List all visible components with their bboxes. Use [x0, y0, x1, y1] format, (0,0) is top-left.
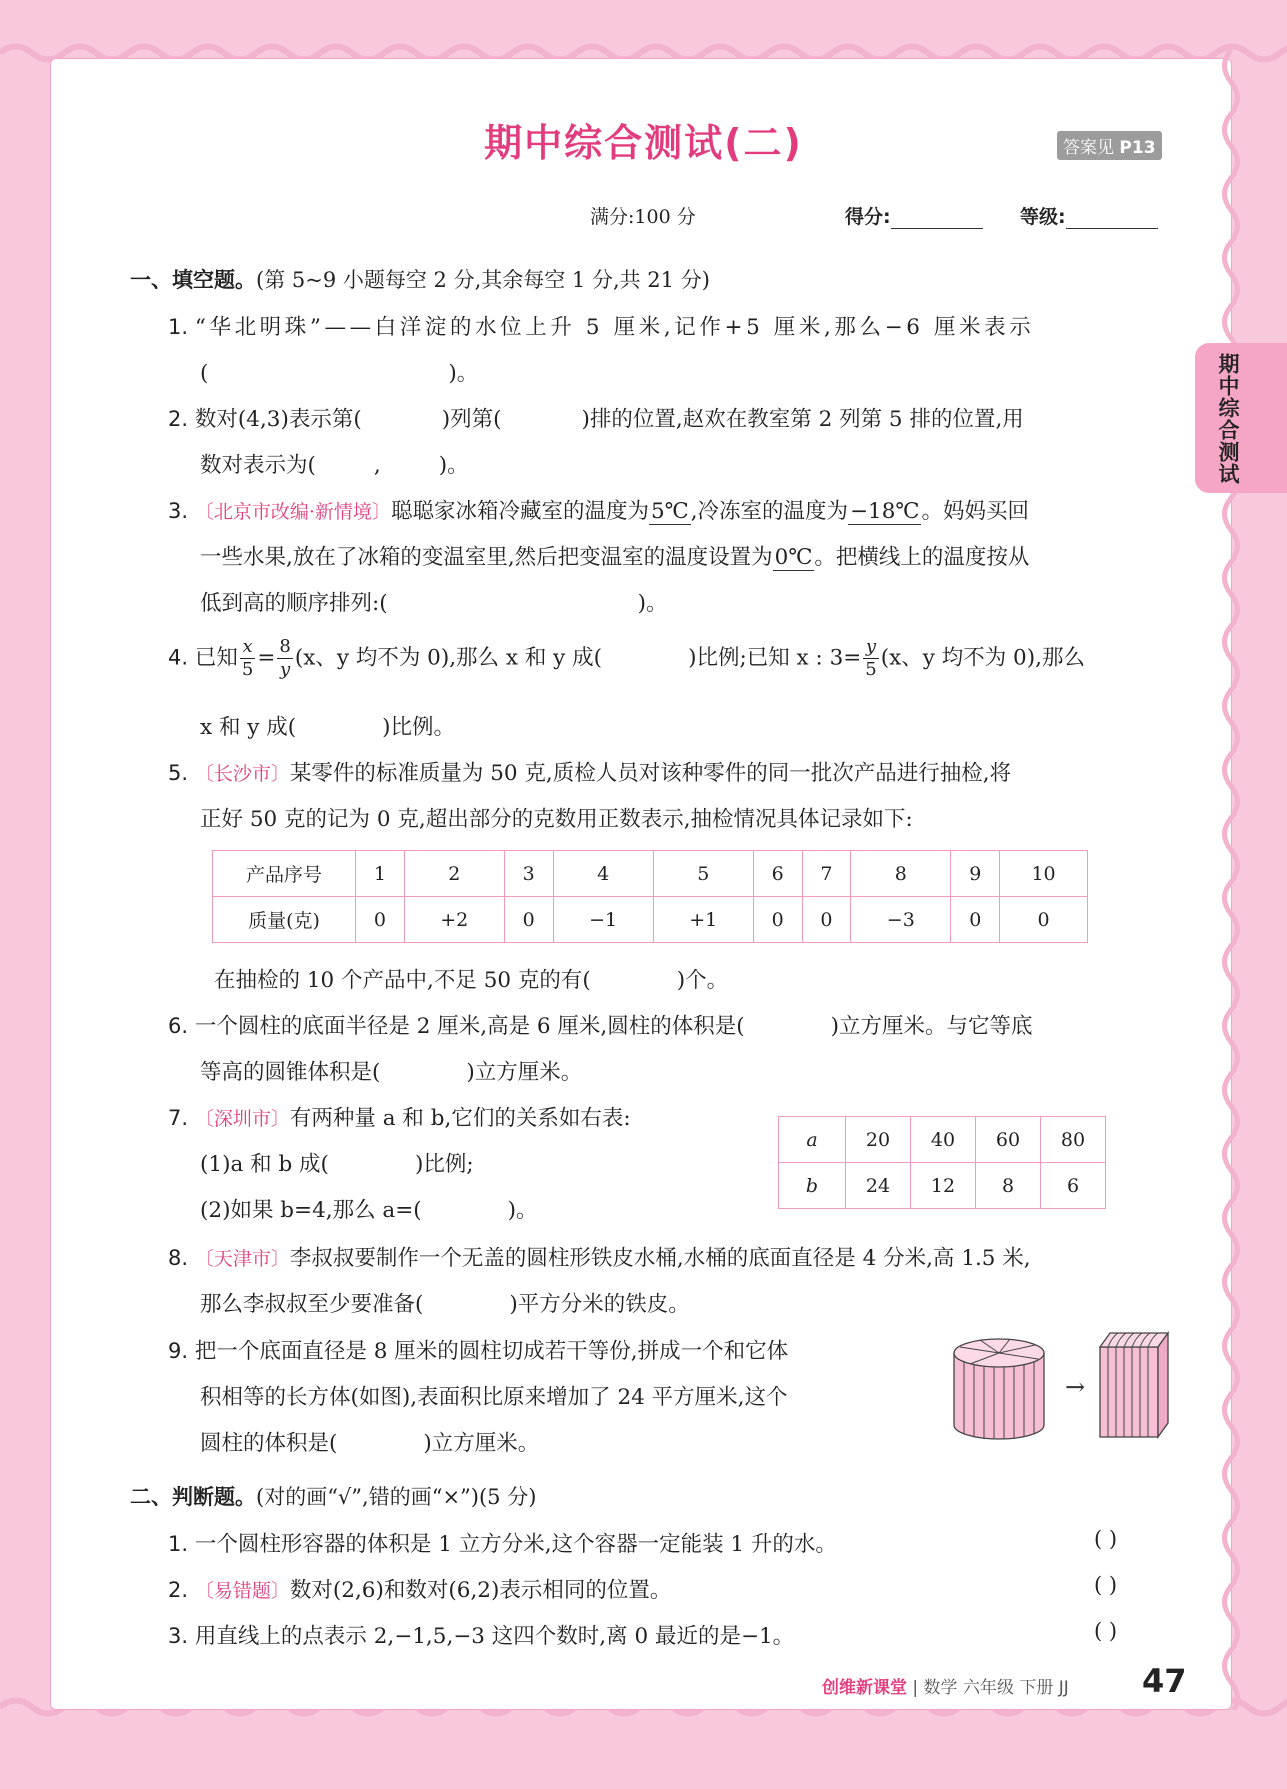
- q5-row1-header: 产品序号: [213, 851, 356, 897]
- table-cell: 9: [951, 851, 1000, 897]
- arrow-icon: →: [1065, 1373, 1086, 1401]
- q5-line1: 5. 〔长沙市〕某零件的标准质量为 50 克,质检人员对该种零件的同一批次产品进行抽检,将: [168, 761, 1012, 786]
- q9-line2: 积相等的长方体(如图),表面积比原来增加了 24 平方厘米,这个: [200, 1385, 788, 1410]
- q5-line2: 正好 50 克的记为 0 克,超出部分的克数用正数表示,抽检情况具体记录如下:: [200, 807, 913, 832]
- table-cell: 0: [1000, 897, 1088, 943]
- table-cell: 0: [802, 897, 851, 943]
- q5-after: 在抽检的 10 个产品中,不足 50 克的有( )个。: [214, 968, 729, 993]
- q6-line1: 6. 一个圆柱的底面半径是 2 厘米,高是 6 厘米,圆柱的体积是( )立方厘米。与它等底: [168, 1014, 1033, 1039]
- q5-inspection-table: [212, 850, 1088, 943]
- section1-heading: 一、填空题。(第 5~9 小题每空 2 分,其余每空 1 分,共 21 分): [130, 268, 710, 292]
- q9-line1: 9. 把一个底面直径是 8 厘米的圆柱切成若干等份,拼成一个和它体: [168, 1339, 789, 1364]
- table-cell: 10: [1000, 851, 1088, 897]
- table-cell: +1: [653, 897, 753, 943]
- q3-line3: 低到高的顺序排列:( )。: [200, 591, 668, 616]
- grade-field: [1020, 202, 1158, 229]
- q4-fraction-x-over-5: $\frac{x}{5}$: [241, 636, 254, 680]
- q7-row1-header: a: [779, 1117, 846, 1163]
- q7-sub1: (1)a 和 b 成( )比例;: [200, 1152, 474, 1177]
- right-wave-border: [1218, 50, 1244, 1710]
- grade-label: 等级:: [1020, 206, 1066, 228]
- grade-blank[interactable]: [1066, 208, 1158, 229]
- table-cell: +2: [404, 897, 504, 943]
- q5-row2-header: 质量(克): [213, 897, 356, 943]
- judge-item-3: 3. 用直线上的点表示 2,−1,5,−3 这四个数时,离 0 最近的是−1。: [168, 1624, 795, 1649]
- footer: [822, 1673, 1069, 1698]
- score-field: [845, 202, 983, 229]
- q2-line2: 数对表示为( , )。: [200, 453, 469, 478]
- section2-heading: 二、判断题。(对的画“√”,错的画“×”)(5 分): [130, 1485, 537, 1509]
- table-row: [213, 851, 1088, 897]
- table-cell: 20: [846, 1117, 911, 1163]
- table-cell: 12: [911, 1163, 976, 1209]
- table-cell: 0: [753, 897, 802, 943]
- table-cell: 8: [976, 1163, 1041, 1209]
- q4-line2: x 和 y 成( )比例。: [200, 715, 456, 740]
- table-cell: 1: [356, 851, 405, 897]
- q8-line2: 那么李叔叔至少要准备( )平方分米的铁皮。: [200, 1292, 690, 1317]
- table-cell: 24: [846, 1163, 911, 1209]
- footer-brand: 创维新课堂: [822, 1678, 907, 1698]
- table-cell: 0: [356, 897, 405, 943]
- judge-answer-1[interactable]: ( ): [1094, 1527, 1118, 1551]
- judge-item-1: 1. 一个圆柱形容器的体积是 1 立方分米,这个容器一定能装 1 升的水。: [168, 1532, 837, 1557]
- table-cell: 4: [553, 851, 653, 897]
- table-cell: 3: [504, 851, 553, 897]
- table-row: [779, 1163, 1106, 1209]
- q3-line1: 3. 〔北京市改编·新情境〕聪聪家冰箱冷藏室的温度为5℃,冷冻室的温度为−18℃。妈妈买回: [168, 499, 1029, 524]
- table-row: [779, 1117, 1106, 1163]
- q1-line1: 1. “华北明珠”——白洋淀的水位上升 5 厘米,记作+5 厘米,那么−6 厘米表示: [168, 315, 1035, 340]
- table-cell: 60: [976, 1117, 1041, 1163]
- q7-source-tag: 〔深圳市〕: [194, 1108, 290, 1130]
- cuboid-icon: [1100, 1333, 1168, 1437]
- side-tab-label: 期中综合测试: [1216, 353, 1240, 485]
- q4-line1: 4. 已知 $\frac{x}{5}$ = $\frac{8}{y}$ (x、y 均不为 0),那么 x 和 y 成( )比例;已知 x : 3= $\frac{y}{5}$ (x、y 均不为 0),那么: [168, 636, 1085, 680]
- answer-ref-label: 答案见: [1063, 138, 1114, 158]
- q4-fraction-y-over-5: $\frac{y}{5}$: [865, 636, 877, 680]
- page-title: 期中综合测试(二): [484, 121, 803, 165]
- footer-book-info: | 数学 六年级 下册 JJ: [912, 1678, 1069, 1698]
- q1-line2: ( )。: [200, 361, 479, 386]
- answer-reference-badge: [1057, 131, 1162, 160]
- full-score: 满分:100 分: [590, 206, 696, 228]
- q2-line1: 2. 数对(4,3)表示第( )列第( )排的位置,赵欢在教室第 2 列第 5 排的位置,用: [168, 407, 1024, 432]
- side-chapter-tab: [1195, 343, 1287, 493]
- table-cell: 80: [1041, 1117, 1106, 1163]
- table-cell: 6: [1041, 1163, 1106, 1209]
- judge2-source-tag: 〔易错题〕: [194, 1580, 290, 1602]
- q6-line2: 等高的圆锥体积是( )立方厘米。: [200, 1060, 583, 1085]
- score-blank[interactable]: [891, 208, 983, 229]
- q8-line1: 8. 〔天津市〕李叔叔要制作一个无盖的圆柱形铁皮水桶,水桶的底面直径是 4 分米,高 1.5 米,: [168, 1246, 1031, 1271]
- table-cell: 5: [653, 851, 753, 897]
- judge-answer-2[interactable]: ( ): [1094, 1573, 1118, 1597]
- q7-ab-table: [778, 1116, 1106, 1209]
- table-cell: −3: [851, 897, 951, 943]
- page-number: 47: [1142, 1662, 1187, 1700]
- q3-line2: 一些水果,放在了冰箱的变温室里,然后把变温室的温度设置为0℃。把横线上的温度按从: [200, 545, 1030, 570]
- table-row: [213, 897, 1088, 943]
- table-cell: 8: [851, 851, 951, 897]
- table-cell: 2: [404, 851, 504, 897]
- q7-row2-header: b: [779, 1163, 846, 1209]
- judge-answer-3[interactable]: ( ): [1094, 1619, 1118, 1643]
- judge-item-2: 2. 〔易错题〕数对(2,6)和数对(6,2)表示相同的位置。: [168, 1578, 672, 1603]
- table-cell: 0: [951, 897, 1000, 943]
- table-cell: 6: [753, 851, 802, 897]
- q3-source-tag: 〔北京市改编·新情境〕: [194, 501, 391, 523]
- q8-source-tag: 〔天津市〕: [194, 1248, 290, 1270]
- q9-cylinder-figure: [950, 1325, 1170, 1449]
- table-cell: 40: [911, 1117, 976, 1163]
- cylinder-icon: [954, 1339, 1044, 1439]
- table-cell: 7: [802, 851, 851, 897]
- q7-sub2: (2)如果 b=4,那么 a=( )。: [200, 1198, 538, 1223]
- q5-source-tag: 〔长沙市〕: [194, 763, 290, 785]
- answer-ref-page: P13: [1119, 138, 1156, 158]
- q7-line1: 7. 〔深圳市〕有两种量 a 和 b,它们的关系如右表:: [168, 1106, 631, 1131]
- table-cell: −1: [553, 897, 653, 943]
- table-cell: 0: [504, 897, 553, 943]
- score-label: 得分:: [845, 206, 891, 228]
- q9-line3: 圆柱的体积是( )立方厘米。: [200, 1431, 540, 1456]
- q4-fraction-8-over-y: $\frac{8}{y}$: [279, 636, 291, 680]
